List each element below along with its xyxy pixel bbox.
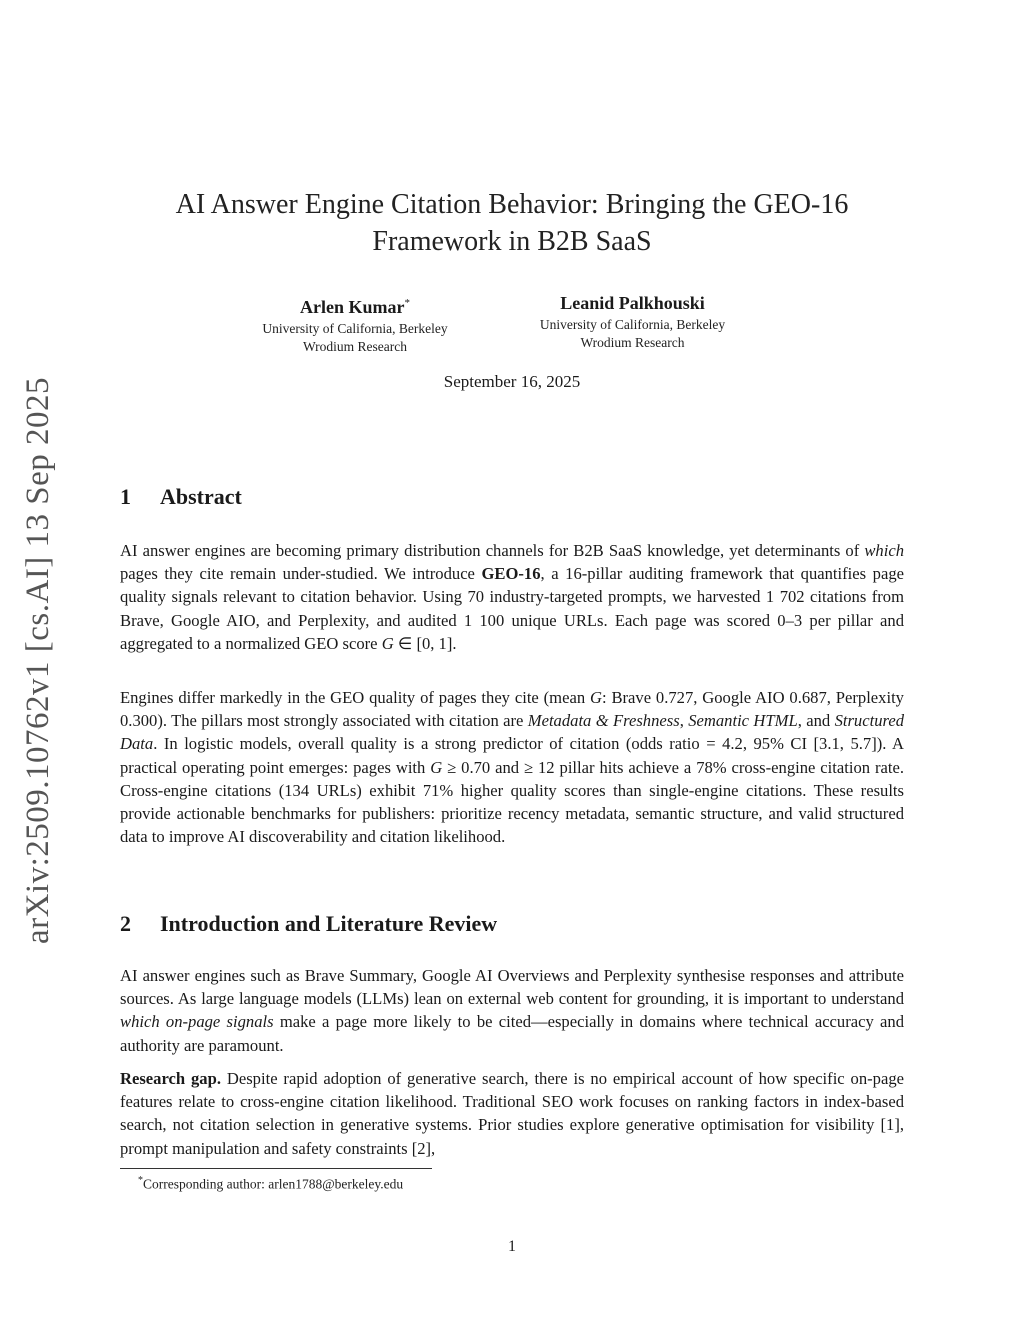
section-heading-introduction [120,911,497,937]
author-affiliation: Wrodium Research [302,339,408,354]
author-2 [505,290,760,352]
footnote-divider [120,1168,432,1169]
arxiv-identifier: arXiv:2509.10762v1 [cs.AI] 13 Sep 2025 [20,376,57,944]
section-title: Abstract [160,484,242,509]
section-title: Introduction and Literature Review [160,911,498,936]
section-number: 2 [120,911,131,936]
footnote [138,1175,403,1193]
section-heading-abstract [120,484,242,510]
paragraph-lead: Research gap. [120,1069,221,1088]
author-name: Arlen Kumar* [300,297,410,317]
footnote-marker: * [404,297,410,309]
arxiv-stamp [8,375,70,945]
abstract-paragraph-2: Engines differ markedly in the GEO quality of pages they cite (mean G: Brave 0.727, Google AIO 0.687, Perplexity 0.300). The pillars most strongly associated with citation are Metadata & Freshness, Semantic HTML, and Structured Data. In logistic models, overall quality is a strong predictor of citation (odds ratio = 4.2, 95% CI [3.1, 5.7]). A practical operating point emerges: pages with G ≥ 0.70 and ≥ 12 pillar hits achieve a 78% cross-engine citation rate. Cross-engine citations (134 URLs) exhibit 71% higher quality scores than single-engine citations. These results provide actionable benchmarks for publishers: prioritize recency metadata, semantic structure, and valid structured data to improve AI discoverability and citation likelihood. [120,688,904,847]
author-name: Leanid Palkhouski [560,293,705,313]
introduction-paragraph-1: AI answer engines such as Brave Summary, Google AI Overviews and Perplexity synthesise responses and attribute sources. As large language models (LLMs) lean on external web content for grounding, it is important to understand which on-page signals make a page more likely to be cited—especially in domains where technical accuracy and authority are paramount. [120,966,904,1055]
paper-date: September 16, 2025 [443,372,581,391]
author-1 [225,290,485,356]
introduction-paragraph-2: Research gap. Despite rapid adoption of generative search, there is no empirical account of how specific on-page features relate to cross-engine citation likelihood. Traditional SEO work focuses on ranking factors in index-based search, not citation selection in generative systems. Prior studies explore generative optimisation for visibility [1], prompt manipulation and safety constraints [2], [120,1069,904,1158]
author-affiliation: University of California, Berkeley [539,317,726,332]
author-affiliation: University of California, Berkeley [262,321,448,336]
author-affiliation: Wrodium Research [580,335,685,350]
abstract-paragraph-1: AI answer engines are becoming primary distribution channels for B2B SaaS knowledge, yet determinants of which pages they cite remain under-studied. We introduce GEO-16, a 16-pillar auditing framework that quantifies page quality signals relevant to citation behavior. Using 70 industry-targeted prompts, we harvested 1 702 citations from Brave, Google AIO, and Perplexity, and audited 1 100 unique URLs. Each page was scored 0–3 per pillar and aggregated to a normalized GEO score G ∈ [0, 1]. [120,541,904,653]
section-number: 1 [120,484,131,509]
paper-title: AI Answer Engine Citation Behavior: Bringing the GEO-16 Framework in B2B SaaS [175,189,849,257]
footnote-text: Corresponding author: arlen1788@berkeley.edu [143,1176,404,1192]
footnote-marker: * [138,1175,143,1186]
page-number: 1 [508,1238,516,1255]
